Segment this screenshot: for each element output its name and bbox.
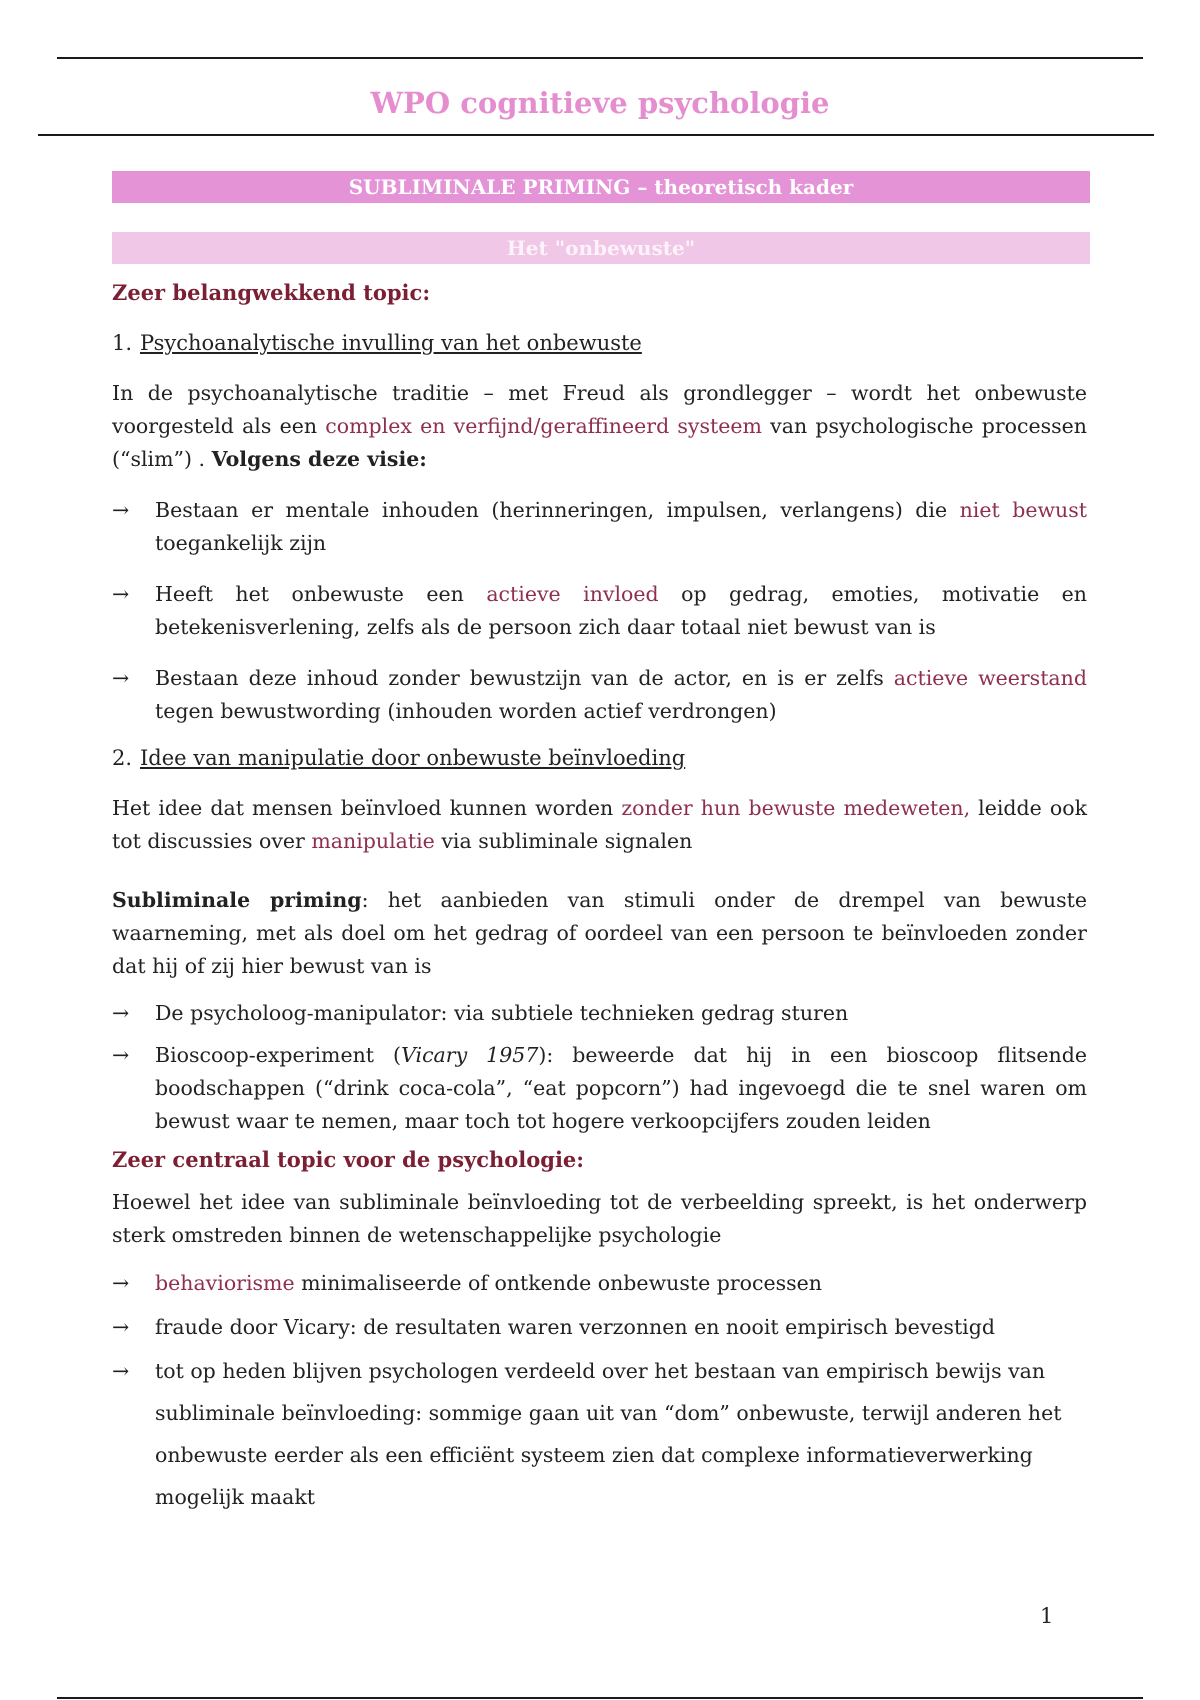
citation: Vicary 1957 — [401, 1043, 539, 1067]
document-title: WPO cognitieve psychologie — [370, 86, 830, 120]
list-item — [112, 1350, 1087, 1518]
highlight-text: manipulatie — [311, 829, 435, 853]
text: Bioscoop-experiment ( — [155, 1043, 402, 1067]
bullet-list — [112, 997, 1087, 1138]
bold-text: Volgens deze visie: — [211, 447, 427, 471]
heading-text: Psychoanalytische invulling van het onbewuste — [140, 331, 642, 355]
bullet-list — [112, 494, 1087, 728]
page-number: 1 — [1040, 1604, 1054, 1628]
text: tegen bewustwording (inhouden worden actief verdrongen) — [155, 699, 777, 723]
list-item — [112, 662, 1087, 728]
section-banner: SUBLIMINALE PRIMING – theoretisch kader — [112, 171, 1090, 203]
heading-text: Idee van manipulatie door onbewuste beïnvloeding — [140, 746, 686, 770]
text: In de psychoanalytische traditie – met Freud als grondlegger – wordt het onbewuste voorgesteld als een — [112, 381, 1087, 438]
arrow-icon: → — [112, 498, 130, 522]
heading-number: 2. — [112, 746, 133, 770]
paragraph: Hoewel het idee van subliminale beïnvloeding tot de verbeelding spreekt, is het onderwerp sterk omstreden binnen de wetenschappelijke psychologie — [112, 1190, 1087, 1247]
text: De psycholoog-manipulator: via subtiele technieken gedrag sturen — [155, 1001, 849, 1025]
text: tot op heden blijven psychologen verdeeld over het bestaan van empirisch bewijs van subliminale beïnvloeding: sommige gaan uit van “dom” onbewuste, terwijl anderen het onbewuste eerder als een efficiënt systeem zien dat complexe informatieverwerking mogelijk maakt — [155, 1359, 1062, 1509]
numbered-heading — [112, 746, 1087, 770]
paragraph — [112, 792, 1087, 858]
header-top-rule — [57, 57, 1143, 59]
list-item — [112, 997, 1087, 1030]
page-content — [112, 171, 1087, 1520]
text: van psychologische processen (“slim”) . — [112, 414, 1087, 471]
topic-heading: Zeer centraal topic voor de psychologie: — [112, 1147, 585, 1172]
text: toegankelijk zijn — [155, 531, 327, 555]
arrow-icon: → — [112, 1359, 130, 1383]
highlight-text: behaviorisme — [155, 1271, 295, 1295]
text: Het idee dat mensen beïnvloed kunnen worden — [112, 796, 622, 820]
list-item — [112, 1262, 1087, 1304]
text: ): beweerde dat hij in een bioscoop flitsende boodschappen (“drink coca-cola”, “eat popcorn”) had ingevoegd die te snel waren om bewust waar te nemen, maar toch tot hogere verkoopcijfers zouden leiden — [155, 1043, 1087, 1133]
text: fraude door Vicary: de resultaten waren verzonnen en nooit empirisch bevestigd — [155, 1315, 995, 1339]
topic-heading: Zeer belangwekkend topic: — [112, 280, 431, 305]
highlight-text: zonder hun bewuste medeweten, — [621, 796, 971, 820]
text: op gedrag, emoties, motivatie en betekenisverlening, zelfs als de persoon zich daar totaal niet bewust van is — [155, 582, 1087, 639]
footer-rule — [57, 1697, 1143, 1699]
definition-term: Subliminale priming — [112, 888, 362, 912]
list-item — [112, 494, 1087, 560]
text: Bestaan deze inhoud zonder bewustzijn van de actor, en is er zelfs — [155, 666, 894, 690]
text: leidde ook tot discussies over — [112, 796, 1088, 853]
highlight-text: complex en verfijnd/geraffineerd systeem — [325, 414, 762, 438]
list-item — [112, 1039, 1087, 1138]
definition-paragraph — [112, 884, 1087, 983]
heading-number: 1. — [112, 331, 133, 355]
arrow-icon: → — [112, 582, 130, 606]
arrow-icon: → — [112, 666, 130, 690]
subsection-banner: Het "onbewuste" — [112, 232, 1090, 264]
numbered-heading — [112, 331, 1087, 355]
definition-text: : het aanbieden van stimuli onder de drempel van bewuste waarneming, met als doel om het gedrag of oordeel van een persoon te beïnvloeden zonder dat hij of zij hier bewust van is — [112, 888, 1087, 978]
text: Bestaan er mentale inhouden (herinneringen, impulsen, verlangens) die — [155, 498, 960, 522]
highlight-text: actieve weerstand — [893, 666, 1087, 690]
highlight-text: niet bewust — [959, 498, 1087, 522]
text: Heeft het onbewuste een — [155, 582, 487, 606]
arrow-icon: → — [112, 1315, 130, 1339]
text: via subliminale signalen — [434, 829, 693, 853]
arrow-icon: → — [112, 1043, 130, 1067]
paragraph — [112, 377, 1087, 476]
list-item — [112, 578, 1087, 644]
arrow-icon: → — [112, 1271, 130, 1295]
bullet-list — [112, 1262, 1087, 1518]
text: minimaliseerde of ontkende onbewuste processen — [294, 1271, 822, 1295]
arrow-icon: → — [112, 1001, 130, 1025]
list-item — [112, 1306, 1087, 1348]
header-bottom-rule — [38, 134, 1154, 136]
highlight-text: actieve invloed — [486, 582, 659, 606]
